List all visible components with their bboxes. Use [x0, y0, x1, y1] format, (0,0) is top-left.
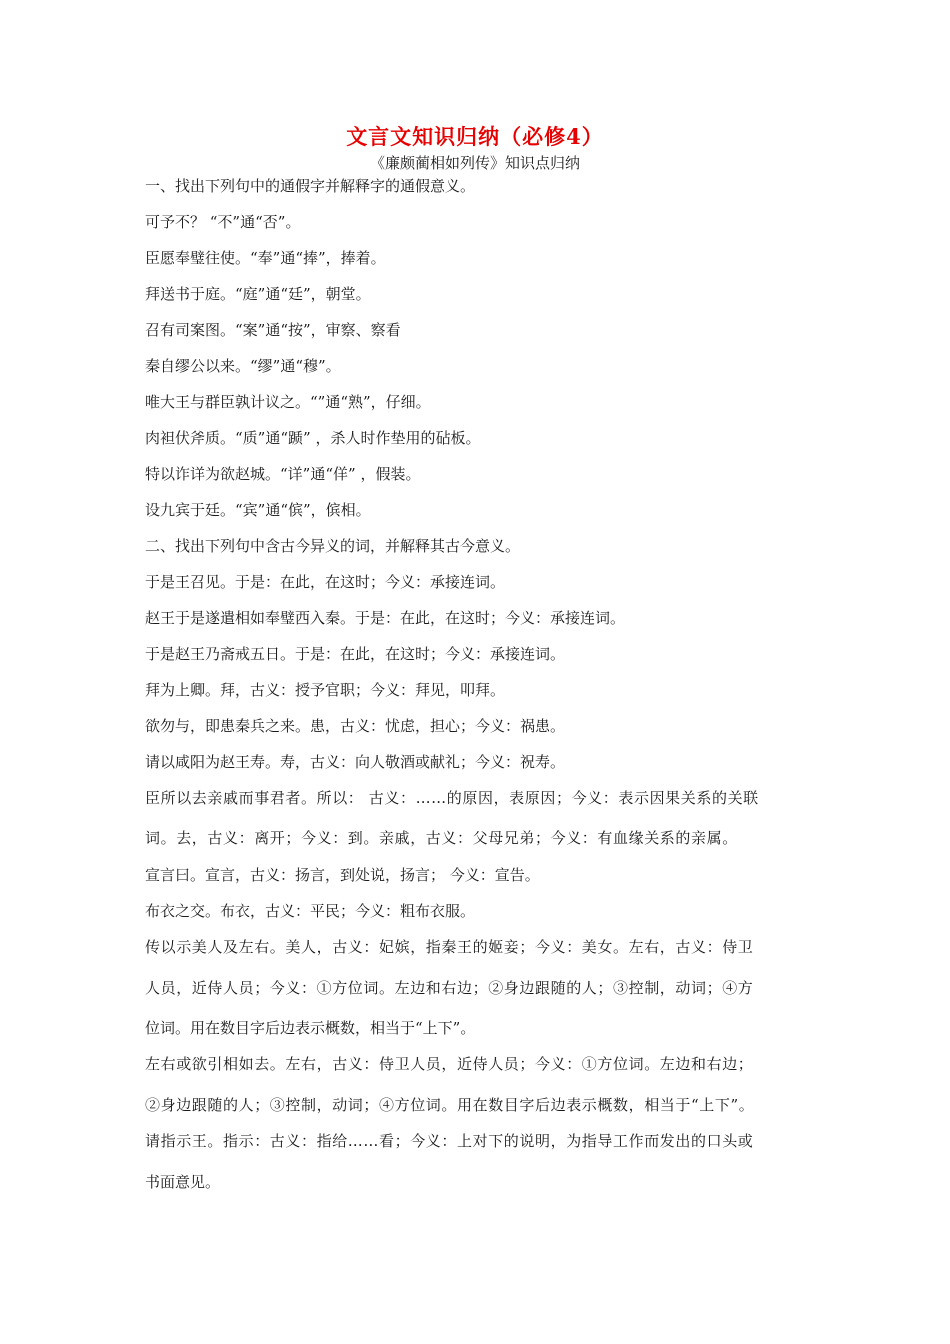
paragraph-line: 请指示王。指示：古义：指给……看；今义：上对下的说明，为指导工作而发出的口头或: [145, 1132, 754, 1150]
paragraph-line: 秦自缪公以来。“缪”通“穆”。: [145, 357, 341, 375]
paragraph-line: 拜送书于庭。“庭”通“廷”，朝堂。: [145, 285, 371, 303]
paragraph-line: 宣言曰。宣言，古义：扬言，到处说，扬言； 今义：宣告。: [145, 866, 540, 884]
paragraph-line: 请以咸阳为赵王寿。寿，古义：向人敬酒或献礼；今义：祝寿。: [145, 753, 566, 771]
paragraph-line: 可予不？ “不”通“否”。: [145, 213, 301, 231]
paragraph-line: 拜为上卿。拜，古义：授予官职；今义：拜见，叩拜。: [145, 681, 506, 699]
paragraph-line: 唯大王与群臣孰计议之。“”通“熟”，仔细。: [145, 393, 431, 411]
paragraph-line: 词。去，古义：离开；今义：到。亲戚，古义：父母兄弟；今义：有血缘关系的亲属。: [145, 829, 738, 847]
paragraph-line: 传以示美人及左右。美人，古义：妃嫔，指秦王的姬妾；今义：美女。左右，古义：侍卫: [145, 938, 754, 956]
paragraph-line: 位词。用在数目字后边表示概数，相当于“上下”。: [145, 1019, 476, 1037]
paragraph-line: 人员，近侍人员；今义：①方位词。左边和右边；②身边跟随的人；③控制，动词；④方: [145, 979, 754, 997]
paragraph-line: 召有司案图。“案”通“按”，审察、察看: [145, 321, 401, 339]
paragraph-line: ②身边跟随的人；③控制，动词；④方位词。用在数目字后边表示概数，相当于“上下”。: [145, 1096, 755, 1114]
paragraph-line: 赵王于是遂遣相如奉璧西入秦。于是：在此，在这时；今义：承接连词。: [145, 609, 626, 627]
document-subtitle: 《廉颇蔺相如列传》知识点归纳: [369, 154, 580, 172]
paragraph-line: 布衣之交。布衣，古义：平民；今义：粗布衣服。: [145, 902, 476, 920]
document-title: 文言文知识归纳（必修4）: [346, 124, 604, 149]
paragraph-line: 于是王召见。于是：在此，在这时；今义：承接连词。: [145, 573, 506, 591]
paragraph-line: 于是赵王乃斋戒五日。于是：在此，在这时；今义：承接连词。: [145, 645, 566, 663]
paragraph-line: 设九宾于廷。“宾”通“傧”，傧相。: [145, 501, 371, 519]
paragraph-line: 书面意见。: [145, 1173, 221, 1191]
paragraph-line: 特以诈详为欲赵城。“详”通“佯” ，假装。: [145, 465, 421, 483]
section-heading-2: 二、找出下列句中含古今异义的词，并解释其古今意义。: [145, 537, 521, 555]
paragraph-line: 臣愿奉璧往使。“奉”通“捧”，捧着。: [145, 249, 386, 267]
paragraph-line: 左右或欲引相如去。左右，古义：侍卫人员，近侍人员；今义：①方位词。左边和右边；: [145, 1055, 754, 1073]
paragraph-line: 欲勿与，即患秦兵之来。患，古义：忧虑，担心；今义：祸患。: [145, 717, 566, 735]
paragraph-line: 臣所以去亲戚而事君者。所以： 古义：……的原因，表原因；今义：表示因果关系的关联: [145, 789, 759, 807]
section-heading-1: 一、找出下列句中的通假字并解释字的通假意义。: [145, 177, 476, 195]
paragraph-line: 肉袒伏斧质。“质”通“踬” ，杀人时作垫用的砧板。: [145, 429, 481, 447]
